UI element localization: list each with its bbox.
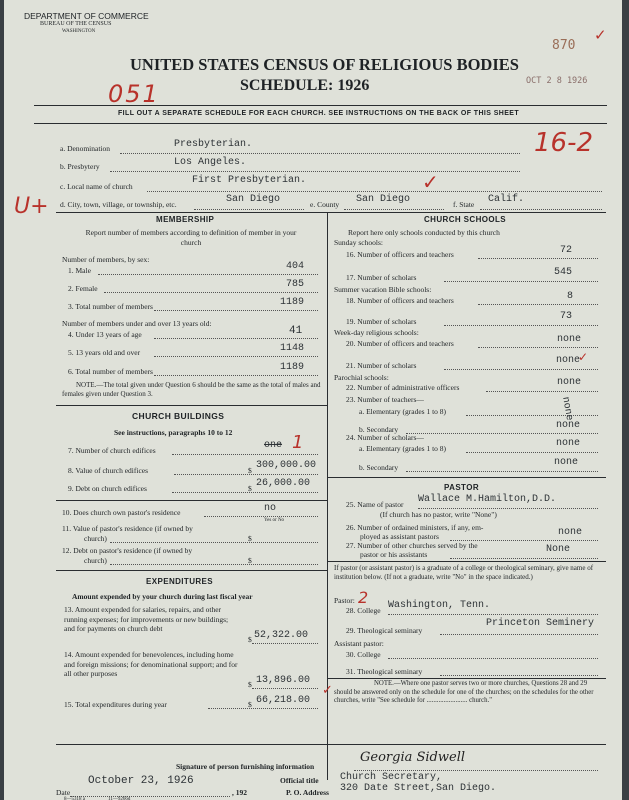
q13-dollar: $: [248, 635, 252, 644]
print-code: 11—9266d: [108, 797, 131, 800]
q15-dollar: $: [248, 700, 252, 709]
official-title-label: Official title: [280, 776, 319, 785]
q2-label: 2. Female: [68, 284, 98, 293]
page-subtitle: SCHEDULE: 1926: [240, 77, 370, 94]
handwritten-schedule-number: 051: [108, 80, 160, 108]
q23-label: 23. Number of teachers—: [346, 395, 424, 404]
po-address-label: P. O. Address: [286, 788, 329, 797]
census-schedule-sheet: [4, 0, 622, 800]
q17-label: 17. Number of scholars: [346, 273, 417, 282]
q31-label: 31. Theological seminary: [346, 667, 423, 676]
po-address-value: 320 Date Street,San Diego.: [340, 783, 497, 794]
q19-label: 19. Number of scholars: [346, 317, 417, 326]
q29-label: 29. Theological seminary: [346, 626, 423, 635]
q17-value: 545: [554, 267, 573, 278]
q1-label: 1. Male: [68, 266, 91, 275]
q25-label: 25. Name of pastor: [346, 500, 404, 509]
official-title-value: Church Secretary,: [340, 772, 443, 783]
graduate-note: If pastor (or assistant pastor) is a graduate of a college or theological seminary, give name of institution below. (If not a graduate, write "No" in the space indicated.): [334, 564, 594, 581]
church-name-value: First Presbyterian.: [192, 175, 307, 186]
q4-value: 41: [289, 325, 303, 337]
q25-value: Wallace M.Hamilton,D.D.: [418, 494, 557, 505]
state-label: f. State: [453, 200, 475, 209]
q7-value: one: [264, 440, 283, 451]
pastor-heading: PASTOR: [444, 483, 479, 492]
q23a-label: a. Elementary (grades 1 to 8): [359, 407, 447, 416]
vacation-label: Summer vacation Bible schools:: [334, 285, 432, 294]
pastor-note: NOTE.—Where one pastor serves two or more churches, Questions 28 and 29 should be answered only on the schedule for one of the churches; on the schedules for the other churches, write "See schedule for ........................ church.": [334, 680, 594, 705]
q23b-label: b. Secondary: [359, 425, 399, 434]
q14-label: 14. Amount expended for benevolences, including home and foreign missions; for denominational support; and for all other purposes: [64, 650, 238, 678]
schools-heading: CHURCH SCHOOLS: [424, 215, 507, 224]
q25-hint: (If church has no pastor, write "None"): [380, 510, 497, 519]
q28-label: 28. College: [346, 606, 381, 615]
assistant-pastor-label: Assistant pastor:: [334, 639, 384, 648]
q23a-value: none: [559, 396, 575, 422]
q19-value: 73: [560, 311, 573, 322]
expenditures-heading: EXPENDITURES: [146, 577, 214, 586]
q8-value: 300,000.00: [256, 460, 317, 471]
q30-label: 30. College: [346, 650, 381, 659]
q26-label-line2: ployed as assistant pastors: [360, 532, 439, 541]
q20-label: 20. Number of officers and teachers: [346, 339, 454, 348]
membership-heading: MEMBERSHIP: [156, 215, 215, 224]
q9-label: 9. Debt on church edifices: [68, 484, 147, 493]
presbytery-value: Los Angeles.: [174, 157, 247, 168]
q15-value: 66,218.00: [256, 695, 311, 706]
q13-label: 13. Amount expended for salaries, repairs, and other running expenses; for improvements or new buildings; and for payments on church debt: [64, 605, 229, 633]
q12-dollar: $: [248, 556, 252, 565]
schools-intro: Report here only schools conducted by this church: [348, 228, 500, 237]
q26-label-line1: 26. Number of ordained ministers, if any, em-: [346, 523, 484, 532]
q20-value: none: [557, 334, 582, 345]
q9-value: 26,000.00: [256, 478, 311, 489]
q27-label-line1: 27. Number of other churches served by the: [346, 541, 478, 550]
membership-note: NOTE.—The total given under Question 6 should be the same as the total of males and females given under Question 3.: [62, 381, 321, 398]
county-value: San Diego: [356, 194, 411, 205]
q7-handwritten-correction: 1: [292, 432, 304, 453]
date-label: Date: [56, 788, 71, 797]
city-label: WASHINGTON: [62, 29, 96, 34]
q16-value: 72: [560, 245, 573, 256]
presbytery-label: b. Presbytery: [60, 162, 100, 171]
q23b-value: none: [556, 420, 581, 431]
membership-intro: Report number of members according to definition of member in your church: [85, 228, 297, 247]
q11-label-line2: church): [84, 534, 107, 543]
q13-value: 52,322.00: [254, 630, 309, 641]
page-title: UNITED STATES CENSUS OF RELIGIOUS BODIES: [130, 55, 519, 74]
received-date-stamp: OCT 2 8 1926: [526, 76, 588, 86]
q12-label-line2: church): [84, 556, 107, 565]
parochial-label: Parochial schools:: [334, 373, 389, 382]
buildings-intro: See instructions, paragraphs 10 to 12: [114, 428, 233, 437]
q3-value: 1189: [280, 297, 305, 308]
form-number: 870: [552, 38, 576, 53]
q8-label: 8. Value of church edifices: [68, 466, 149, 475]
q2-value: 785: [286, 279, 305, 290]
corner-check-mark: ✓: [594, 26, 607, 44]
handwritten-corner-note: 16-2: [534, 128, 594, 158]
q29-value: Princeton Seminery: [486, 618, 595, 629]
q15-label: 15. Total expenditures during year: [64, 700, 167, 709]
q28-value: Washington, Tenn.: [388, 600, 491, 611]
pastor-note-check: ✓: [322, 683, 333, 698]
q7-label: 7. Number of church edifices: [68, 446, 156, 455]
q3-label: 3. Total number of members: [68, 302, 153, 311]
q18-value: 8: [567, 291, 574, 302]
q24a-value: none: [556, 438, 581, 449]
church-name-label: c. Local name of church: [60, 182, 133, 191]
state-value: Calif.: [488, 194, 525, 205]
expenditures-intro: Amount expended by your church during last fiscal year: [72, 592, 253, 601]
margin-annotation: U+: [14, 194, 49, 219]
q6-value: 1189: [280, 362, 305, 373]
q10-value: no: [264, 503, 277, 514]
q27-label-line2: pastor or his assistants: [360, 550, 428, 559]
q5-value: 1148: [280, 343, 305, 354]
q24b-label: b. Secondary: [359, 463, 399, 472]
q21-value: none: [556, 355, 581, 366]
q14-value: 13,896.00: [256, 675, 311, 686]
pastor-label: Pastor:: [334, 596, 355, 605]
pastor-handwritten-mark: 2: [358, 588, 369, 607]
q14-dollar: $: [248, 680, 252, 689]
q22-label: 22. Number of administrative officers: [346, 383, 460, 392]
q22-value: none: [557, 377, 582, 388]
year-suffix: , 192: [232, 788, 247, 797]
q5-label: 5. 13 years old and over: [68, 348, 141, 357]
city-label: d. City, town, village, or township, etc.: [60, 200, 177, 209]
signature: Georgia Sidwell: [360, 750, 466, 765]
date-value: October 23, 1926: [88, 775, 194, 787]
bureau-label: BUREAU OF THE CENSUS: [40, 21, 112, 27]
q1-value: 404: [286, 261, 305, 272]
denomination-value: Presbyterian.: [174, 139, 253, 150]
signature-label: Signature of person furnishing information: [176, 762, 315, 771]
q12-label-line1: 12. Debt on pastor's residence (if owned by: [62, 546, 193, 555]
church-check-mark: ✓: [422, 170, 439, 194]
department-label: DEPARTMENT OF COMMERCE: [24, 11, 149, 21]
county-label: e. County: [310, 200, 340, 209]
city-value: San Diego: [226, 194, 281, 205]
q8-dollar: $: [248, 466, 252, 475]
q16-label: 16. Number of officers and teachers: [346, 250, 454, 259]
q24a-label: a. Elementary (grades 1 to 8): [359, 444, 447, 453]
buildings-heading: CHURCH BUILDINGS: [132, 411, 225, 421]
q10-label: 10. Does church own pastor's residence: [62, 508, 181, 517]
q11-label-line1: 11. Value of pastor's residence (if owned by: [62, 524, 193, 533]
q18-label: 18. Number of officers and teachers: [346, 296, 454, 305]
q11-dollar: $: [248, 534, 252, 543]
members-by-sex-label: Number of members, by sex:: [62, 255, 150, 264]
denomination-label: a. Denomination: [60, 144, 110, 153]
q21-label: 21. Number of scholars: [346, 361, 417, 370]
q24b-value: none: [554, 457, 579, 468]
q9-dollar: $: [248, 484, 252, 493]
q26-value: none: [558, 527, 583, 538]
q6-label: 6. Total number of members: [68, 367, 153, 376]
age-intro-label: Number of members under and over 13 years old:: [62, 319, 212, 328]
q4-label: 4. Under 13 years of age: [68, 330, 142, 339]
weekday-label: Week-day religious schools:: [334, 328, 419, 337]
q27-value: None: [546, 544, 571, 555]
instruction-banner: FILL OUT A SEPARATE SCHEDULE FOR EACH CHURCH. SEE INSTRUCTIONS ON THE BACK OF THIS SHEET: [118, 110, 520, 117]
q21-check: ✓: [578, 350, 589, 364]
sunday-label: Sunday schools:: [334, 238, 383, 247]
form-code: 8—5318 a: [64, 797, 85, 800]
q10-hint: Yes or No: [264, 518, 285, 523]
q24-label: 24. Number of scholars—: [346, 433, 424, 442]
